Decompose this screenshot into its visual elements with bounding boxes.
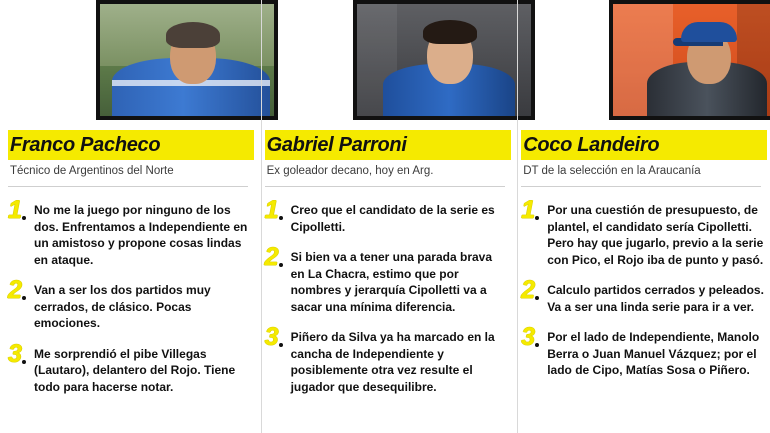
list-item (264, 323, 509, 395)
item-text: Piñero da Silva ya ha marcado en la cancha de Independiente y posiblemente otra vez resulte el jugador que desequilibre. (290, 330, 495, 394)
opinion-column-3 (513, 0, 770, 433)
item-text: Por el lado de Independiente, Manolo Berra o Juan Manuel Vázquez; por el lado de Cipo, Matías Sosa o Piñero. (547, 330, 760, 377)
list-item (521, 196, 765, 268)
opinion-column-2 (257, 0, 514, 433)
item-number: 3 (8, 339, 22, 368)
list-item (264, 243, 509, 315)
person-name-1: Franco Pacheco (10, 134, 161, 156)
statement-list-1 (8, 196, 252, 409)
person-role-3: DT de la selección en la Araucanía (523, 165, 701, 177)
list-item (8, 339, 252, 396)
item-number-dot-icon (535, 296, 539, 300)
item-number: 1 (8, 196, 22, 224)
item-number-dot-icon (22, 360, 26, 364)
item-text: No me la juego por ninguno de los dos. Enfrentamos a Independiente en un amistoso y propone cosas lindas en ataque. (34, 203, 248, 267)
item-text: Creo que el candidato de la serie es Cipolletti. (290, 203, 495, 234)
person-name-3: Coco Landeiro (523, 134, 660, 156)
statement-list-2 (264, 196, 509, 409)
item-text: Si bien va a tener una parada brava en La Chacra, estimo que por nombres y jerarquía Cipolletti va a sacar una mínima diferencia. (290, 250, 493, 314)
item-number: 2 (8, 276, 22, 304)
list-item (521, 323, 765, 379)
item-number: 3 (264, 323, 279, 351)
item-number-dot-icon (535, 343, 539, 347)
divider-2 (265, 186, 505, 187)
item-text: Por una cuestión de presupuesto, de plantel, el candidato sería Cipolletti. Pero hay que jugarlo, previo a la serie con Pico, el Rojo iba de punto y pasó. (547, 203, 764, 267)
divider-1 (8, 186, 248, 187)
item-number-dot-icon (279, 343, 283, 347)
item-number-dot-icon (279, 263, 283, 267)
item-number: 2 (264, 243, 279, 271)
item-number-dot-icon (22, 216, 26, 220)
portrait-photo-1 (96, 0, 278, 120)
item-number: 1 (264, 196, 279, 224)
portrait-illustration-icon (357, 4, 531, 116)
item-number-dot-icon (22, 296, 26, 300)
item-number-dot-icon (535, 216, 539, 220)
statement-list-3 (521, 196, 765, 393)
portrait-illustration-icon (613, 4, 770, 116)
item-number: 3 (521, 323, 536, 351)
list-item (521, 276, 765, 315)
opinion-column-1 (0, 0, 257, 433)
person-name-2: Gabriel Parroni (266, 134, 407, 156)
item-number: 2 (521, 276, 536, 304)
portrait-illustration-icon (100, 4, 274, 116)
item-text: Calculo partidos cerrados y peleados. Va a ser una linda serie para ir a ver. (547, 283, 764, 314)
list-item (264, 196, 509, 235)
item-number-dot-icon (279, 216, 283, 220)
portrait-photo-2 (353, 0, 535, 120)
item-text: Van a ser los dos partidos muy cerrados, de clásico. Pocas emociones. (34, 283, 211, 330)
list-item (8, 196, 252, 268)
person-role-1: Técnico de Argentinos del Norte (10, 165, 174, 177)
list-item (8, 276, 252, 332)
portrait-photo-3 (609, 0, 770, 120)
person-role-2: Ex goleador decano, hoy en Arg. (266, 165, 434, 177)
divider-3 (521, 186, 761, 187)
item-number: 1 (521, 196, 536, 224)
item-text: Me sorprendió el pibe Villegas (Lautaro), delantero del Rojo. Tiene todo para hacerse notar. (34, 346, 236, 394)
